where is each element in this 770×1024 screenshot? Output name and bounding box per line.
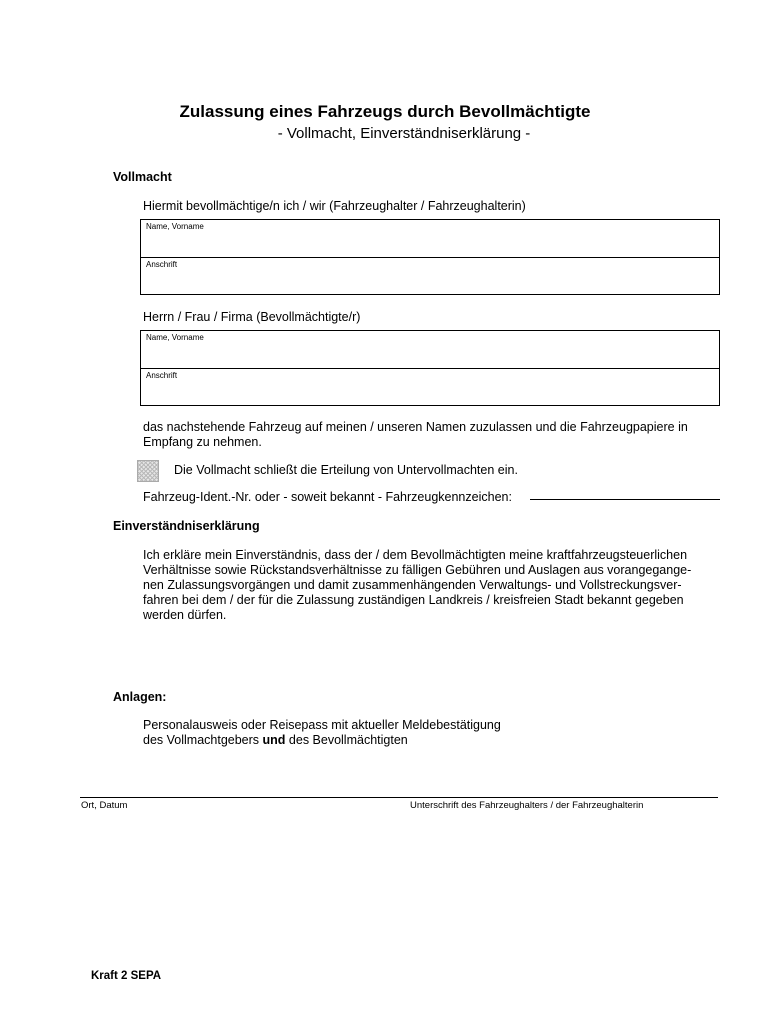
agent-fields-box xyxy=(140,330,720,406)
consent-line: Ich erkläre mein Einverständnis, dass der / dem Bevollmächtigten meine kraftfahrzeugsteuerlichen xyxy=(143,548,688,562)
attachments-line-1: Personalausweis oder Reisepass mit aktueller Meldebestätigung xyxy=(143,718,501,732)
attachments-text xyxy=(143,718,501,748)
document-title: Zulassung eines Fahrzeugs durch Bevollmächtigte xyxy=(179,102,591,121)
signature-line[interactable] xyxy=(80,797,718,798)
agent-address-label: Anschrift xyxy=(146,371,178,380)
purpose-line-2: Empfang zu nehmen. xyxy=(143,435,262,449)
holder-name-field[interactable] xyxy=(141,220,719,257)
section-heading-attachments: Anlagen: xyxy=(113,690,167,704)
attachments-line-2-end: des Bevollmächtigten xyxy=(285,733,408,747)
holder-address-label: Anschrift xyxy=(146,260,178,269)
agent-name-field[interactable] xyxy=(141,331,719,368)
vin-input-line[interactable] xyxy=(530,499,720,500)
consent-line: Verhältnisse sowie Rückstandsverhältnisse zu fälligen Gebühren und Auslagen aus vorangegange- xyxy=(143,563,692,577)
purpose-text xyxy=(143,420,688,450)
holder-name-label: Name, Vorname xyxy=(146,222,204,231)
place-date-label: Ort, Datum xyxy=(81,800,128,811)
sub-authorization-label: Die Vollmacht schließt die Erteilung von Untervollmachten ein. xyxy=(174,463,518,477)
holder-address-field[interactable] xyxy=(141,257,719,294)
attachments-line-2-start: des Vollmachtgebers xyxy=(143,733,263,747)
consent-line: fahren bei dem / der für die Zulassung zuständigen Landkreis / kreisfreien Stadt bekannt gegeben xyxy=(143,593,684,607)
attachments-line-2-bold: und xyxy=(262,733,286,747)
agent-name-label: Name, Vorname xyxy=(146,333,204,342)
document-subtitle: - Vollmacht, Einverständniserklärung - xyxy=(277,125,531,142)
section-heading-vollmacht: Vollmacht xyxy=(113,170,172,184)
sub-authorization-checkbox[interactable] xyxy=(137,460,159,482)
consent-text xyxy=(143,548,691,623)
consent-line: werden dürfen. xyxy=(143,608,227,622)
holder-fields-box xyxy=(140,219,720,295)
section-heading-consent: Einverständniserklärung xyxy=(113,519,260,533)
consent-line: nen Zulassungsvorgängen und damit zusammenhängenden Verwaltungs- und Vollstreckungsver- xyxy=(143,578,682,592)
agent-intro-text: Herrn / Frau / Firma (Bevollmächtigte/r) xyxy=(143,310,361,324)
purpose-line-1: das nachstehende Fahrzeug auf meinen / unseren Namen zuzulassen und die Fahrzeugpapiere in xyxy=(143,420,688,434)
form-id: Kraft 2 SEPA xyxy=(91,970,162,982)
agent-address-field[interactable] xyxy=(141,368,719,405)
vin-label: Fahrzeug-Ident.-Nr. oder - soweit bekannt - Fahrzeugkennzeichen: xyxy=(143,490,512,504)
holder-intro-text: Hiermit bevollmächtige/n ich / wir (Fahrzeughalter / Fahrzeughalterin) xyxy=(143,199,526,213)
attachments-line-2 xyxy=(143,733,501,748)
signature-label: Unterschrift des Fahrzeughalters / der Fahrzeughalterin xyxy=(410,800,644,811)
